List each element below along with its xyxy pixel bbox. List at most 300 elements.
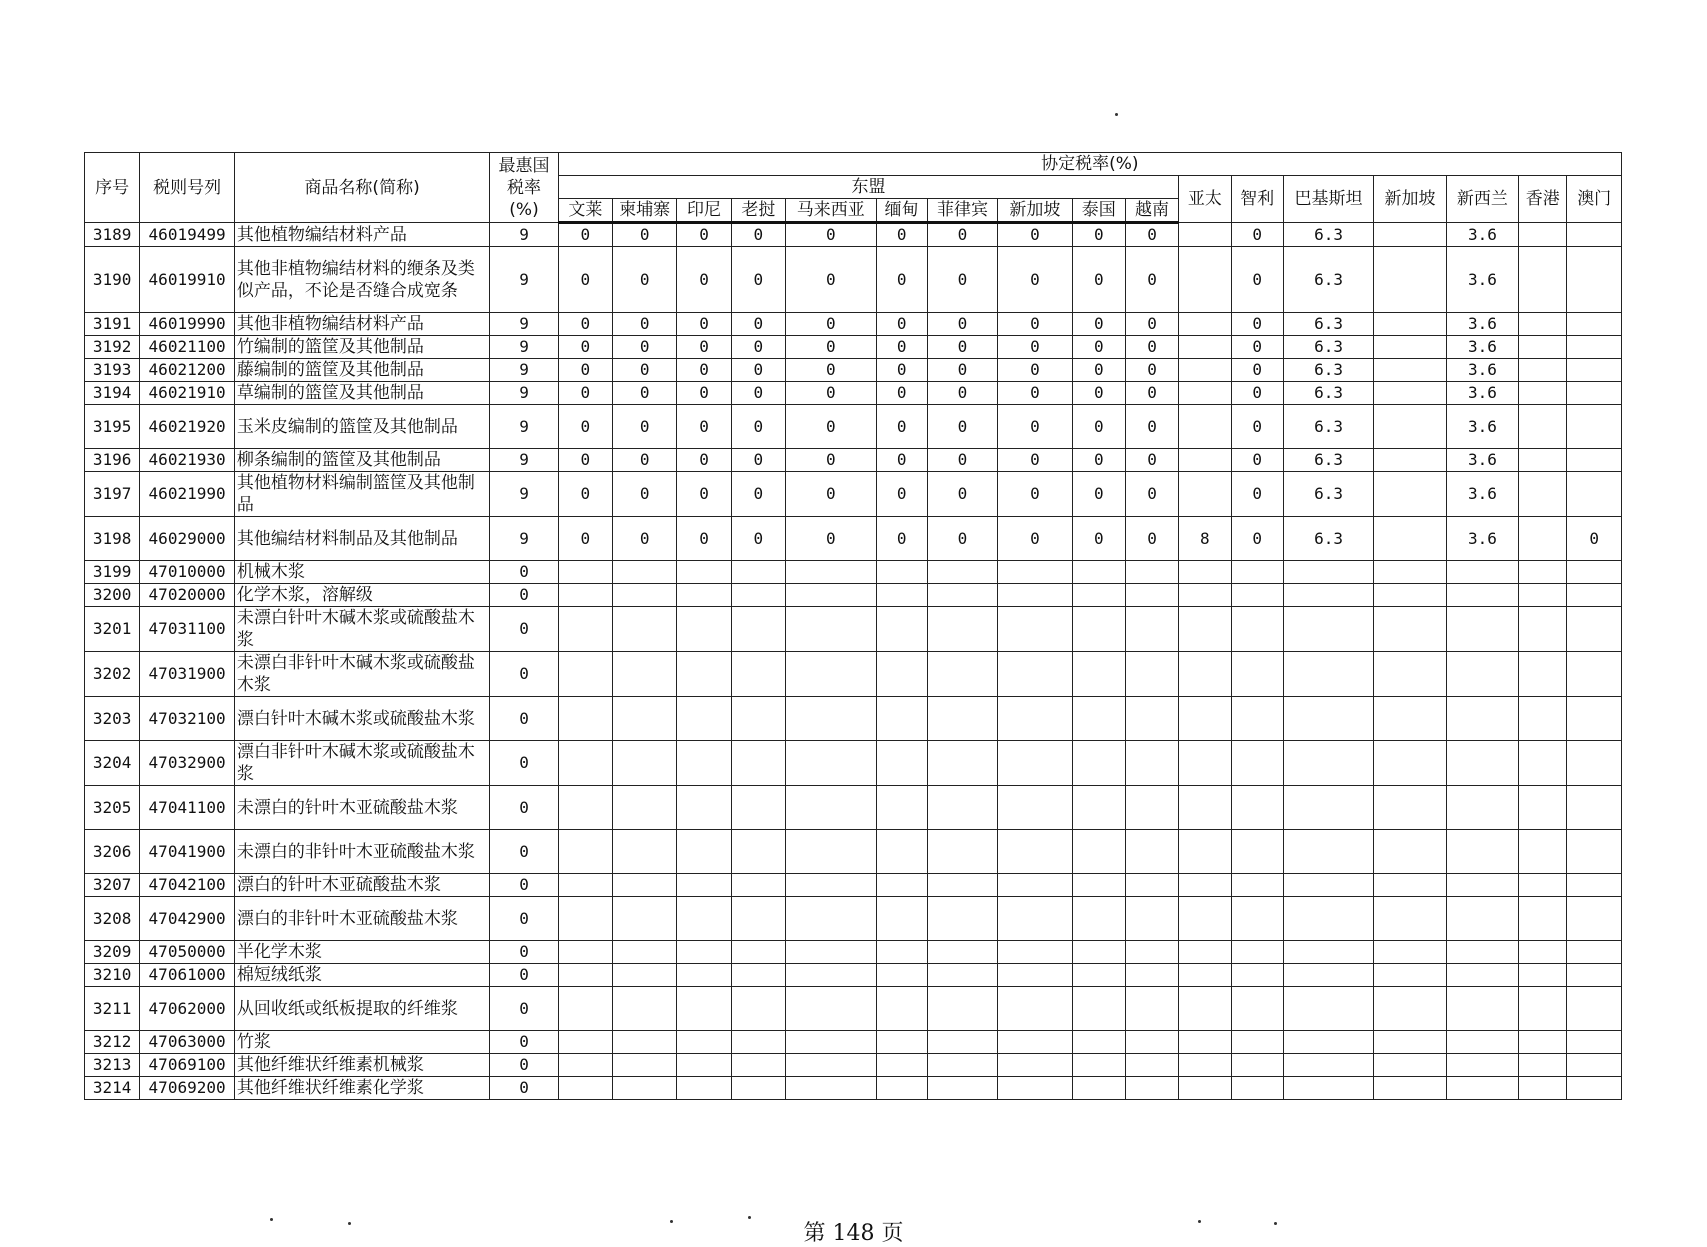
cell-other-rate <box>1446 607 1518 652</box>
cell-other-rate <box>1283 830 1374 874</box>
cell-code: 46021910 <box>140 382 235 405</box>
cell-other-rate: 3.6 <box>1446 382 1518 405</box>
cell-asean-rate <box>927 941 997 964</box>
cell-asean-rate <box>876 964 927 987</box>
cell-other-rate <box>1519 359 1567 382</box>
cell-other-rate <box>1567 964 1622 987</box>
cell-mfn: 9 <box>490 247 558 313</box>
cell-asean-rate <box>876 697 927 741</box>
cell-other-rate <box>1567 561 1622 584</box>
cell-seq: 3214 <box>85 1077 140 1100</box>
cell-asean-rate: 0 <box>876 449 927 472</box>
cell-asean-rate <box>1072 897 1125 941</box>
cell-other-rate <box>1519 313 1567 336</box>
cell-asean-rate: 0 <box>677 405 731 449</box>
cell-seq: 3196 <box>85 449 140 472</box>
cell-asean-rate <box>731 830 785 874</box>
cell-seq: 3212 <box>85 1031 140 1054</box>
cell-mfn: 0 <box>490 1054 558 1077</box>
cell-asean-rate <box>998 874 1072 897</box>
cell-asean-rate: 0 <box>613 449 677 472</box>
cell-asean-rate <box>998 897 1072 941</box>
cell-other-rate <box>1374 830 1446 874</box>
cell-asean-rate <box>786 584 877 607</box>
cell-other-rate <box>1179 1054 1231 1077</box>
cell-asean-rate: 0 <box>613 223 677 247</box>
cell-other-rate <box>1567 830 1622 874</box>
cell-asean-rate: 0 <box>558 359 612 382</box>
cell-other-rate <box>1231 987 1283 1031</box>
cell-asean-rate <box>613 941 677 964</box>
cell-other-rate <box>1283 652 1374 697</box>
cell-name: 棉短绒纸浆 <box>234 964 489 987</box>
cell-asean-rate <box>731 561 785 584</box>
cell-other-rate <box>1519 786 1567 830</box>
cell-other-rate <box>1231 941 1283 964</box>
cell-other-rate <box>1446 830 1518 874</box>
cell-asean-rate <box>998 964 1072 987</box>
cell-asean-rate <box>786 607 877 652</box>
cell-asean-rate <box>786 987 877 1031</box>
cell-other-rate <box>1567 741 1622 786</box>
cell-seq: 3191 <box>85 313 140 336</box>
cell-other-rate <box>1519 1077 1567 1100</box>
cell-asean-rate: 0 <box>998 517 1072 561</box>
cell-other-rate: 3.6 <box>1446 223 1518 247</box>
cell-other-rate: 3.6 <box>1446 472 1518 517</box>
cell-asean-rate <box>558 1054 612 1077</box>
cell-asean-rate <box>731 584 785 607</box>
cell-asean-rate <box>1072 786 1125 830</box>
cell-asean-rate: 0 <box>558 223 612 247</box>
cell-asean-rate: 0 <box>731 336 785 359</box>
cell-asean-rate: 0 <box>731 382 785 405</box>
cell-other-rate <box>1374 313 1446 336</box>
cell-asean-rate: 0 <box>558 382 612 405</box>
table-row <box>85 987 1622 1031</box>
cell-other-rate <box>1179 405 1231 449</box>
cell-asean-rate: 0 <box>613 336 677 359</box>
cell-other-rate <box>1519 405 1567 449</box>
cell-other-rate <box>1446 964 1518 987</box>
cell-other-rate <box>1374 472 1446 517</box>
cell-asean-rate <box>1125 561 1178 584</box>
cell-other-rate <box>1231 561 1283 584</box>
cell-asean-rate: 0 <box>927 313 997 336</box>
cell-mfn: 9 <box>490 223 558 247</box>
header-other-5: 香港 <box>1519 176 1567 223</box>
cell-other-rate <box>1567 874 1622 897</box>
cell-asean-rate: 0 <box>998 382 1072 405</box>
cell-asean-rate <box>927 607 997 652</box>
header-row-1 <box>85 153 1622 176</box>
cell-asean-rate <box>927 697 997 741</box>
header-other-0: 亚太 <box>1179 176 1231 223</box>
cell-other-rate <box>1283 584 1374 607</box>
cell-other-rate <box>1446 1077 1518 1100</box>
cell-other-rate <box>1179 941 1231 964</box>
cell-code: 47062000 <box>140 987 235 1031</box>
cell-other-rate <box>1567 697 1622 741</box>
cell-asean-rate: 0 <box>876 359 927 382</box>
cell-seq: 3195 <box>85 405 140 449</box>
cell-other-rate <box>1283 1054 1374 1077</box>
cell-other-rate <box>1374 1054 1446 1077</box>
cell-other-rate <box>1179 874 1231 897</box>
cell-asean-rate <box>613 964 677 987</box>
cell-asean-rate <box>1125 652 1178 697</box>
cell-asean-rate <box>613 561 677 584</box>
cell-name: 漂白的非针叶木亚硫酸盐木浆 <box>234 897 489 941</box>
cell-asean-rate: 0 <box>613 517 677 561</box>
cell-asean-rate: 0 <box>731 247 785 313</box>
cell-asean-rate <box>613 987 677 1031</box>
cell-other-rate <box>1179 359 1231 382</box>
cell-other-rate <box>1374 1077 1446 1100</box>
header-mfn-label: 最惠国税率(%) <box>498 155 550 220</box>
cell-asean-rate: 0 <box>613 405 677 449</box>
cell-other-rate <box>1179 607 1231 652</box>
cell-asean-rate <box>731 607 785 652</box>
cell-other-rate <box>1179 313 1231 336</box>
cell-other-rate: 6.3 <box>1283 223 1374 247</box>
cell-name: 藤编制的篮筐及其他制品 <box>234 359 489 382</box>
cell-asean-rate: 0 <box>1072 405 1125 449</box>
cell-asean-rate: 0 <box>1125 517 1178 561</box>
cell-asean-rate <box>731 897 785 941</box>
cell-other-rate <box>1231 897 1283 941</box>
cell-asean-rate <box>786 652 877 697</box>
cell-other-rate <box>1519 247 1567 313</box>
cell-code: 47041900 <box>140 830 235 874</box>
cell-asean-rate <box>613 897 677 941</box>
cell-other-rate <box>1374 652 1446 697</box>
cell-mfn: 0 <box>490 830 558 874</box>
cell-asean-rate <box>731 741 785 786</box>
cell-asean-rate <box>927 652 997 697</box>
cell-asean-rate <box>731 652 785 697</box>
cell-asean-rate: 0 <box>786 313 877 336</box>
cell-asean-rate <box>786 964 877 987</box>
cell-other-rate <box>1519 1031 1567 1054</box>
cell-asean-rate <box>613 786 677 830</box>
cell-asean-rate <box>876 1077 927 1100</box>
cell-name: 其他非植物编结材料的缏条及类似产品，不论是否缝合成宽条 <box>234 247 489 313</box>
cell-other-rate <box>1374 786 1446 830</box>
cell-code: 46019910 <box>140 247 235 313</box>
cell-asean-rate <box>677 897 731 941</box>
cell-code: 47032100 <box>140 697 235 741</box>
cell-asean-rate <box>677 697 731 741</box>
cell-asean-rate: 0 <box>1125 223 1178 247</box>
table-row <box>85 607 1622 652</box>
cell-other-rate <box>1231 697 1283 741</box>
cell-other-rate <box>1231 964 1283 987</box>
cell-asean-rate <box>1072 697 1125 741</box>
cell-seq: 3211 <box>85 987 140 1031</box>
cell-other-rate <box>1179 382 1231 405</box>
cell-asean-rate <box>677 987 731 1031</box>
cell-other-rate <box>1231 1031 1283 1054</box>
cell-seq: 3204 <box>85 741 140 786</box>
cell-asean-rate <box>613 1077 677 1100</box>
cell-asean-rate <box>1125 1031 1178 1054</box>
cell-asean-rate <box>876 741 927 786</box>
cell-other-rate <box>1179 336 1231 359</box>
cell-asean-rate <box>927 830 997 874</box>
cell-asean-rate <box>1072 964 1125 987</box>
cell-name: 未漂白非针叶木碱木浆或硫酸盐木浆 <box>234 652 489 697</box>
cell-other-rate: 3.6 <box>1446 517 1518 561</box>
cell-other-rate <box>1374 987 1446 1031</box>
cell-other-rate <box>1567 472 1622 517</box>
cell-asean-rate <box>677 830 731 874</box>
cell-other-rate: 6.3 <box>1283 449 1374 472</box>
cell-other-rate <box>1179 786 1231 830</box>
cell-other-rate <box>1374 336 1446 359</box>
cell-asean-rate <box>731 874 785 897</box>
cell-mfn: 9 <box>490 472 558 517</box>
cell-seq: 3206 <box>85 830 140 874</box>
cell-asean-rate: 0 <box>677 313 731 336</box>
cell-asean-rate <box>927 584 997 607</box>
cell-other-rate <box>1179 741 1231 786</box>
cell-asean-rate: 0 <box>927 336 997 359</box>
cell-other-rate <box>1567 247 1622 313</box>
cell-asean-rate <box>677 561 731 584</box>
cell-mfn: 0 <box>490 897 558 941</box>
cell-asean-rate: 0 <box>731 517 785 561</box>
cell-asean-rate <box>677 741 731 786</box>
table-row <box>85 941 1622 964</box>
cell-name: 柳条编制的篮筐及其他制品 <box>234 449 489 472</box>
cell-other-rate <box>1519 449 1567 472</box>
table-row <box>85 652 1622 697</box>
cell-asean-rate <box>1072 652 1125 697</box>
cell-code: 47042100 <box>140 874 235 897</box>
table-body <box>85 223 1622 1100</box>
cell-other-rate <box>1567 223 1622 247</box>
cell-other-rate <box>1519 964 1567 987</box>
cell-other-rate <box>1446 1054 1518 1077</box>
cell-name: 化学木浆，溶解级 <box>234 584 489 607</box>
cell-mfn: 9 <box>490 313 558 336</box>
cell-other-rate <box>1374 247 1446 313</box>
cell-asean-rate <box>558 786 612 830</box>
cell-asean-rate <box>927 987 997 1031</box>
cell-name: 漂白非针叶木碱木浆或硫酸盐木浆 <box>234 741 489 786</box>
cell-mfn: 0 <box>490 1077 558 1100</box>
cell-other-rate: 3.6 <box>1446 336 1518 359</box>
cell-name: 草编制的篮筐及其他制品 <box>234 382 489 405</box>
cell-asean-rate <box>876 897 927 941</box>
cell-asean-rate: 0 <box>613 472 677 517</box>
cell-asean-rate: 0 <box>677 247 731 313</box>
cell-seq: 3200 <box>85 584 140 607</box>
cell-asean-rate <box>677 1054 731 1077</box>
cell-asean-rate <box>927 741 997 786</box>
cell-asean-rate <box>876 830 927 874</box>
cell-asean-rate: 0 <box>1072 247 1125 313</box>
cell-mfn: 0 <box>490 652 558 697</box>
cell-other-rate <box>1446 561 1518 584</box>
header-asean-7: 新加坡 <box>998 199 1072 223</box>
cell-other-rate <box>1567 786 1622 830</box>
cell-asean-rate: 0 <box>1125 247 1178 313</box>
table-row <box>85 830 1622 874</box>
cell-asean-rate: 0 <box>786 405 877 449</box>
cell-seq: 3199 <box>85 561 140 584</box>
cell-asean-rate <box>558 652 612 697</box>
cell-asean-rate <box>998 830 1072 874</box>
cell-other-rate <box>1283 561 1374 584</box>
cell-asean-rate <box>1125 897 1178 941</box>
cell-name: 玉米皮编制的篮筐及其他制品 <box>234 405 489 449</box>
cell-other-rate <box>1283 697 1374 741</box>
cell-asean-rate: 0 <box>876 405 927 449</box>
cell-other-rate <box>1519 223 1567 247</box>
cell-asean-rate: 0 <box>558 313 612 336</box>
cell-asean-rate: 0 <box>731 223 785 247</box>
cell-asean-rate: 0 <box>731 449 785 472</box>
cell-other-rate <box>1446 897 1518 941</box>
cell-code: 46021100 <box>140 336 235 359</box>
cell-other-rate: 6.3 <box>1283 336 1374 359</box>
cell-seq: 3208 <box>85 897 140 941</box>
cell-asean-rate <box>876 786 927 830</box>
cell-asean-rate: 0 <box>998 449 1072 472</box>
cell-asean-rate: 0 <box>786 517 877 561</box>
cell-asean-rate <box>786 561 877 584</box>
table-row <box>85 472 1622 517</box>
header-other-3: 新加坡 <box>1374 176 1446 223</box>
cell-name: 漂白针叶木碱木浆或硫酸盐木浆 <box>234 697 489 741</box>
header-other-4: 新西兰 <box>1446 176 1518 223</box>
cell-asean-rate <box>1072 941 1125 964</box>
cell-asean-rate <box>558 561 612 584</box>
cell-other-rate <box>1519 336 1567 359</box>
cell-other-rate <box>1374 607 1446 652</box>
cell-code: 47031100 <box>140 607 235 652</box>
cell-other-rate <box>1374 697 1446 741</box>
cell-mfn: 9 <box>490 359 558 382</box>
cell-asean-rate <box>1125 941 1178 964</box>
cell-other-rate <box>1283 1031 1374 1054</box>
cell-asean-rate: 0 <box>1125 382 1178 405</box>
cell-asean-rate <box>1125 607 1178 652</box>
cell-asean-rate: 0 <box>558 472 612 517</box>
cell-code: 47061000 <box>140 964 235 987</box>
table-row <box>85 382 1622 405</box>
table-row <box>85 964 1622 987</box>
cell-asean-rate: 0 <box>1125 405 1178 449</box>
cell-asean-rate <box>1125 987 1178 1031</box>
cell-asean-rate <box>1125 584 1178 607</box>
cell-asean-rate <box>998 1031 1072 1054</box>
cell-other-rate <box>1567 941 1622 964</box>
cell-other-rate: 0 <box>1231 223 1283 247</box>
cell-other-rate <box>1446 786 1518 830</box>
cell-other-rate: 0 <box>1231 382 1283 405</box>
cell-asean-rate <box>1072 561 1125 584</box>
cell-code: 47063000 <box>140 1031 235 1054</box>
cell-mfn: 9 <box>490 382 558 405</box>
cell-asean-rate <box>876 1054 927 1077</box>
cell-asean-rate: 0 <box>558 449 612 472</box>
cell-code: 47069100 <box>140 1054 235 1077</box>
cell-asean-rate <box>998 987 1072 1031</box>
cell-name: 其他植物材料编制篮筐及其他制品 <box>234 472 489 517</box>
header-asean-4: 马来西亚 <box>786 199 877 223</box>
cell-asean-rate: 0 <box>613 382 677 405</box>
cell-other-rate <box>1519 607 1567 652</box>
header-asean-3: 老挝 <box>731 199 785 223</box>
cell-seq: 3197 <box>85 472 140 517</box>
cell-seq: 3190 <box>85 247 140 313</box>
cell-asean-rate: 0 <box>876 247 927 313</box>
cell-code: 46019499 <box>140 223 235 247</box>
table-row <box>85 336 1622 359</box>
cell-other-rate <box>1231 830 1283 874</box>
cell-asean-rate <box>1125 786 1178 830</box>
cell-other-rate <box>1231 1077 1283 1100</box>
cell-asean-rate <box>1072 987 1125 1031</box>
cell-other-rate: 0 <box>1567 517 1622 561</box>
cell-seq: 3193 <box>85 359 140 382</box>
table-row <box>85 247 1622 313</box>
header-name: 商品名称(简称) <box>234 153 489 223</box>
cell-asean-rate: 0 <box>731 359 785 382</box>
cell-other-rate <box>1283 964 1374 987</box>
cell-asean-rate <box>1072 1054 1125 1077</box>
cell-other-rate: 3.6 <box>1446 449 1518 472</box>
cell-other-rate <box>1231 786 1283 830</box>
header-asean-9: 越南 <box>1125 199 1178 223</box>
cell-code: 46021200 <box>140 359 235 382</box>
cell-other-rate <box>1374 941 1446 964</box>
cell-asean-rate: 0 <box>876 382 927 405</box>
cell-asean-rate: 0 <box>677 359 731 382</box>
cell-other-rate: 6.3 <box>1283 517 1374 561</box>
cell-asean-rate <box>786 697 877 741</box>
cell-mfn: 0 <box>490 786 558 830</box>
table-row <box>85 517 1622 561</box>
cell-asean-rate <box>998 786 1072 830</box>
cell-mfn: 0 <box>490 584 558 607</box>
cell-mfn: 0 <box>490 607 558 652</box>
cell-asean-rate <box>786 1031 877 1054</box>
cell-other-rate <box>1446 584 1518 607</box>
table-row <box>85 897 1622 941</box>
cell-other-rate <box>1567 313 1622 336</box>
cell-other-rate: 6.3 <box>1283 405 1374 449</box>
cell-asean-rate: 0 <box>876 336 927 359</box>
cell-asean-rate <box>876 652 927 697</box>
cell-other-rate: 8 <box>1179 517 1231 561</box>
cell-asean-rate: 0 <box>927 517 997 561</box>
cell-other-rate <box>1567 1077 1622 1100</box>
cell-asean-rate <box>1072 874 1125 897</box>
cell-asean-rate <box>998 697 1072 741</box>
cell-other-rate <box>1231 1054 1283 1077</box>
cell-other-rate <box>1519 584 1567 607</box>
cell-other-rate <box>1567 652 1622 697</box>
cell-asean-rate <box>613 741 677 786</box>
cell-asean-rate: 0 <box>998 223 1072 247</box>
cell-seq: 3202 <box>85 652 140 697</box>
cell-asean-rate <box>1072 584 1125 607</box>
cell-asean-rate: 0 <box>677 336 731 359</box>
